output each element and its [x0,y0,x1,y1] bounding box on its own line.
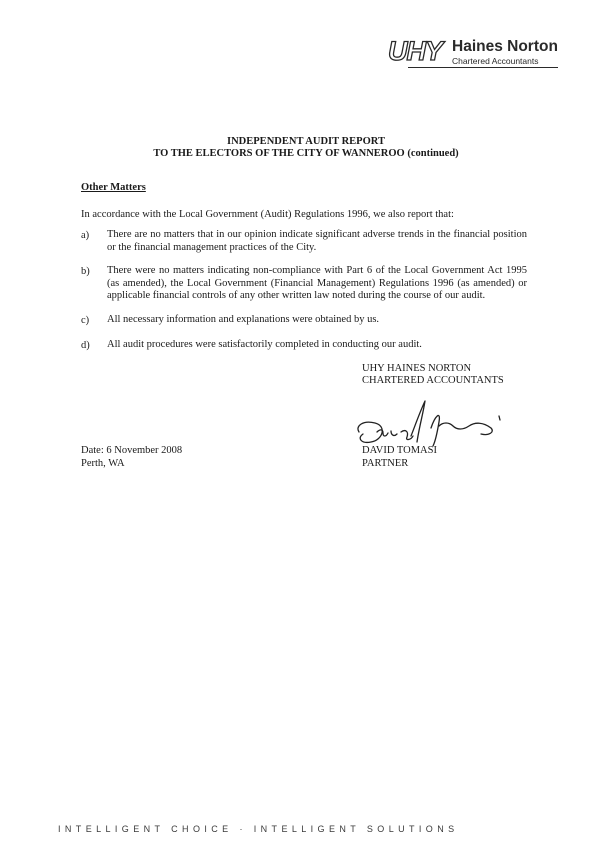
company-logo [388,36,568,72]
firm-name-line: UHY HAINES NORTON [362,363,472,374]
item-c-letter: c) [81,315,90,326]
logo-underline [408,67,558,68]
report-date: Date: 6 November 2008 [81,445,183,456]
report-place: Perth, WA [81,458,125,469]
item-b-text: There were no matters indicating non-compliance with Part 6 of the Local Government Act 1995 (as amended), the Local Government (Financial Management) Regulations 1996 (as amended) or applicable financial controls of any other written law noted during the course of our audit. [107,265,527,301]
item-a-letter: a) [81,230,90,241]
item-c-text: All necessary information and explanations were obtained by us. [107,314,380,325]
intro-paragraph: In accordance with the Local Government (Audit) Regulations 1996, we also report that: [81,209,454,220]
section-heading: Other Matters [81,182,146,193]
firm-designation-line: CHARTERED ACCOUNTANTS [362,375,504,386]
item-d-text: All audit procedures were satisfactorily completed in conducting our audit. [107,339,422,350]
logo-mark: UHY [388,36,443,66]
item-b-letter: b) [81,266,90,277]
report-title-line-2: TO THE ELECTORS OF THE CITY OF WANNEROO (continued) [153,148,459,159]
logo-firm-name: Haines Norton [452,38,558,55]
item-a-text: There are no matters that in our opinion indicate significant adverse trends in the financial position or the financial management practices of the City. [107,229,527,253]
signatory-name: DAVID TOMASI [362,445,437,456]
signatory-title: PARTNER [362,458,409,469]
item-d-letter: d) [81,340,90,351]
footer-tagline: INTELLIGENT CHOICE · INTELLIGENT SOLUTIONS [58,824,459,834]
logo-tagline: Chartered Accountants [452,56,539,66]
report-title-line-1: INDEPENDENT AUDIT REPORT [227,136,385,147]
